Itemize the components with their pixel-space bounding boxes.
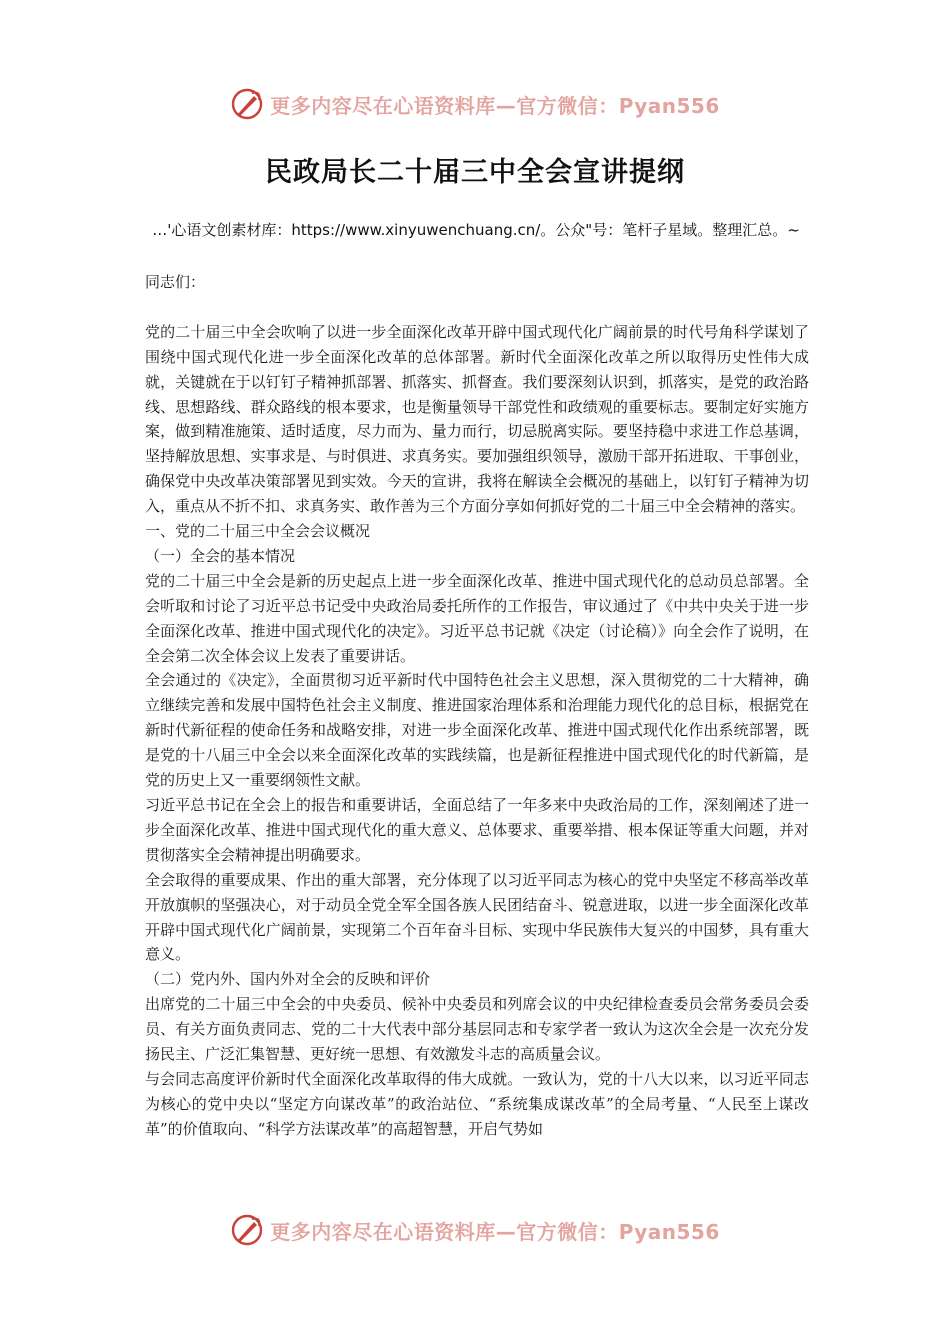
paragraph: 习近平总书记在全会上的报告和重要讲话，全面总结了一年多来中央政治局的工作，深刻阐述了进一步全面深化改革、推进中国式现代化的重大意义、总体要求、重要举措、根本保证等重大问题，并对贯彻落实全会精神提出明确要求。 — [145, 796, 809, 864]
paragraph: 全会通过的《决定》，全面贯彻习近平新时代中国特色社会主义思想，深入贯彻党的二十大精神，确立继续完善和发展中国特色社会主义制度、推进国家治理体系和治理能力现代化的总目标，根据党在新时代新征程的使命任务和战略安排，对进一步全面深化改革、推进中国式现代化作出系统部署，既是党的十八届三中全会以来全面深化改革的实践续篇，也是新征程推进中国式现代化的时代新篇，是党的历史上又一重要纲领性文献。 — [145, 671, 809, 790]
paragraph: 与会同志高度评价新时代全面深化改革取得的伟大成就。一致认为，党的十八大以来，以习近平同志为核心的党中央以“坚定方向谋改革”的政治站位、“系统集成谋改革”的全局考量、“人民至上谋改革”的价值取向、“科学方法谋改革”的高超智慧，开启气势如 — [145, 1069, 809, 1138]
paragraph: 出席党的二十届三中全会的中央委员、候补中央委员和列席会议的中央纪律检查委员会常务委员会委员、有关方面负责同志、党的二十大代表中部分基层同志和专家学者一致认为这次全会是一次充分发扬民主、广泛汇集智慧、更好统一思想、有效激发斗志的高质量会议。 — [145, 995, 809, 1064]
paragraph-gap — [145, 295, 809, 320]
document-body — [145, 270, 809, 1142]
quill-pen-icon — [230, 1213, 264, 1247]
banner-text: 更多内容尽在心语资料库—官方微信：Pyan556 — [270, 1219, 720, 1244]
section-heading: 一、党的二十届三中全会会议概况 — [145, 522, 371, 541]
header-banner — [0, 84, 950, 124]
quill-pen-icon — [230, 87, 264, 121]
document-title: 民政局长二十届三中全会宣讲提纲 — [265, 157, 685, 188]
subsection-heading: （一）全会的基本情况 — [145, 546, 296, 565]
paragraph: 党的二十届三中全会是新的历史起点上进一步全面深化改革、推进中国式现代化的总动员总部署。全会听取和讨论了习近平总书记受中央政治局委托所作的工作报告，审议通过了《中共中央关于进一步全面深化改革、推进中国式现代化的决定》。习近平总书记就《决定（讨论稿）》向全会作了说明，在全会第二次全体会议上发表了重要讲话。 — [145, 571, 809, 665]
paragraph: 全会取得的重要成果、作出的重大部署，充分体现了以习近平同志为核心的党中央坚定不移高举改革开放旗帜的坚强决心，对于动员全党全军全国各族人民团结奋斗、锐意进取，以进一步全面深化改革开辟中国式现代化广阔前景，实现第二个百年奋斗目标、实现中华民族伟大复兴的中国梦，具有重大意义。 — [145, 870, 809, 964]
subsection-heading: （二）党内外、国内外对全会的反映和评价 — [145, 970, 431, 989]
paragraph-intro: 党的二十届三中全会吹响了以进一步全面深化改革开辟中国式现代化广阔前景的时代号角科学谋划了围绕中国式现代化进一步全面深化改革的总体部署。新时代全面深化改革之所以取得历史性伟大成就，关键就在于以钉钉子精神抓部署、抓落实、抓督查。我们要深刻认识到，抓落实，是党的政治路线、思想路线、群众路线的根本要求，也是衡量领导干部党性和政绩观的重要标志。要制定好实施方案，做到精准施策、适时适度，尽力而为、量力而行，切忌脱离实际。要坚持稳中求进工作总基调，坚持解放思想、实事求是、与时俱进、求真务实。要加强组织领导，激励干部开拓进取、干事创业，确保党中央改革决策部署见到实效。今天的宣讲，我将在解读全会概况的基础上，以钉钉子精神为切入，重点从不折不扣、求真务实、敢作善为三个方面分享如何抓好党的二十届三中全会精神的落实。 — [145, 322, 809, 516]
footer-banner — [0, 1210, 950, 1250]
salutation: 同志们： — [145, 273, 206, 291]
banner-text: 更多内容尽在心语资料库—官方微信：Pyan556 — [270, 93, 720, 118]
source-line: …'心语文创素材库：https://www.xinyuwenchuang.cn/。公众"号：笔杆子星域。整理汇总。~ — [152, 221, 800, 239]
